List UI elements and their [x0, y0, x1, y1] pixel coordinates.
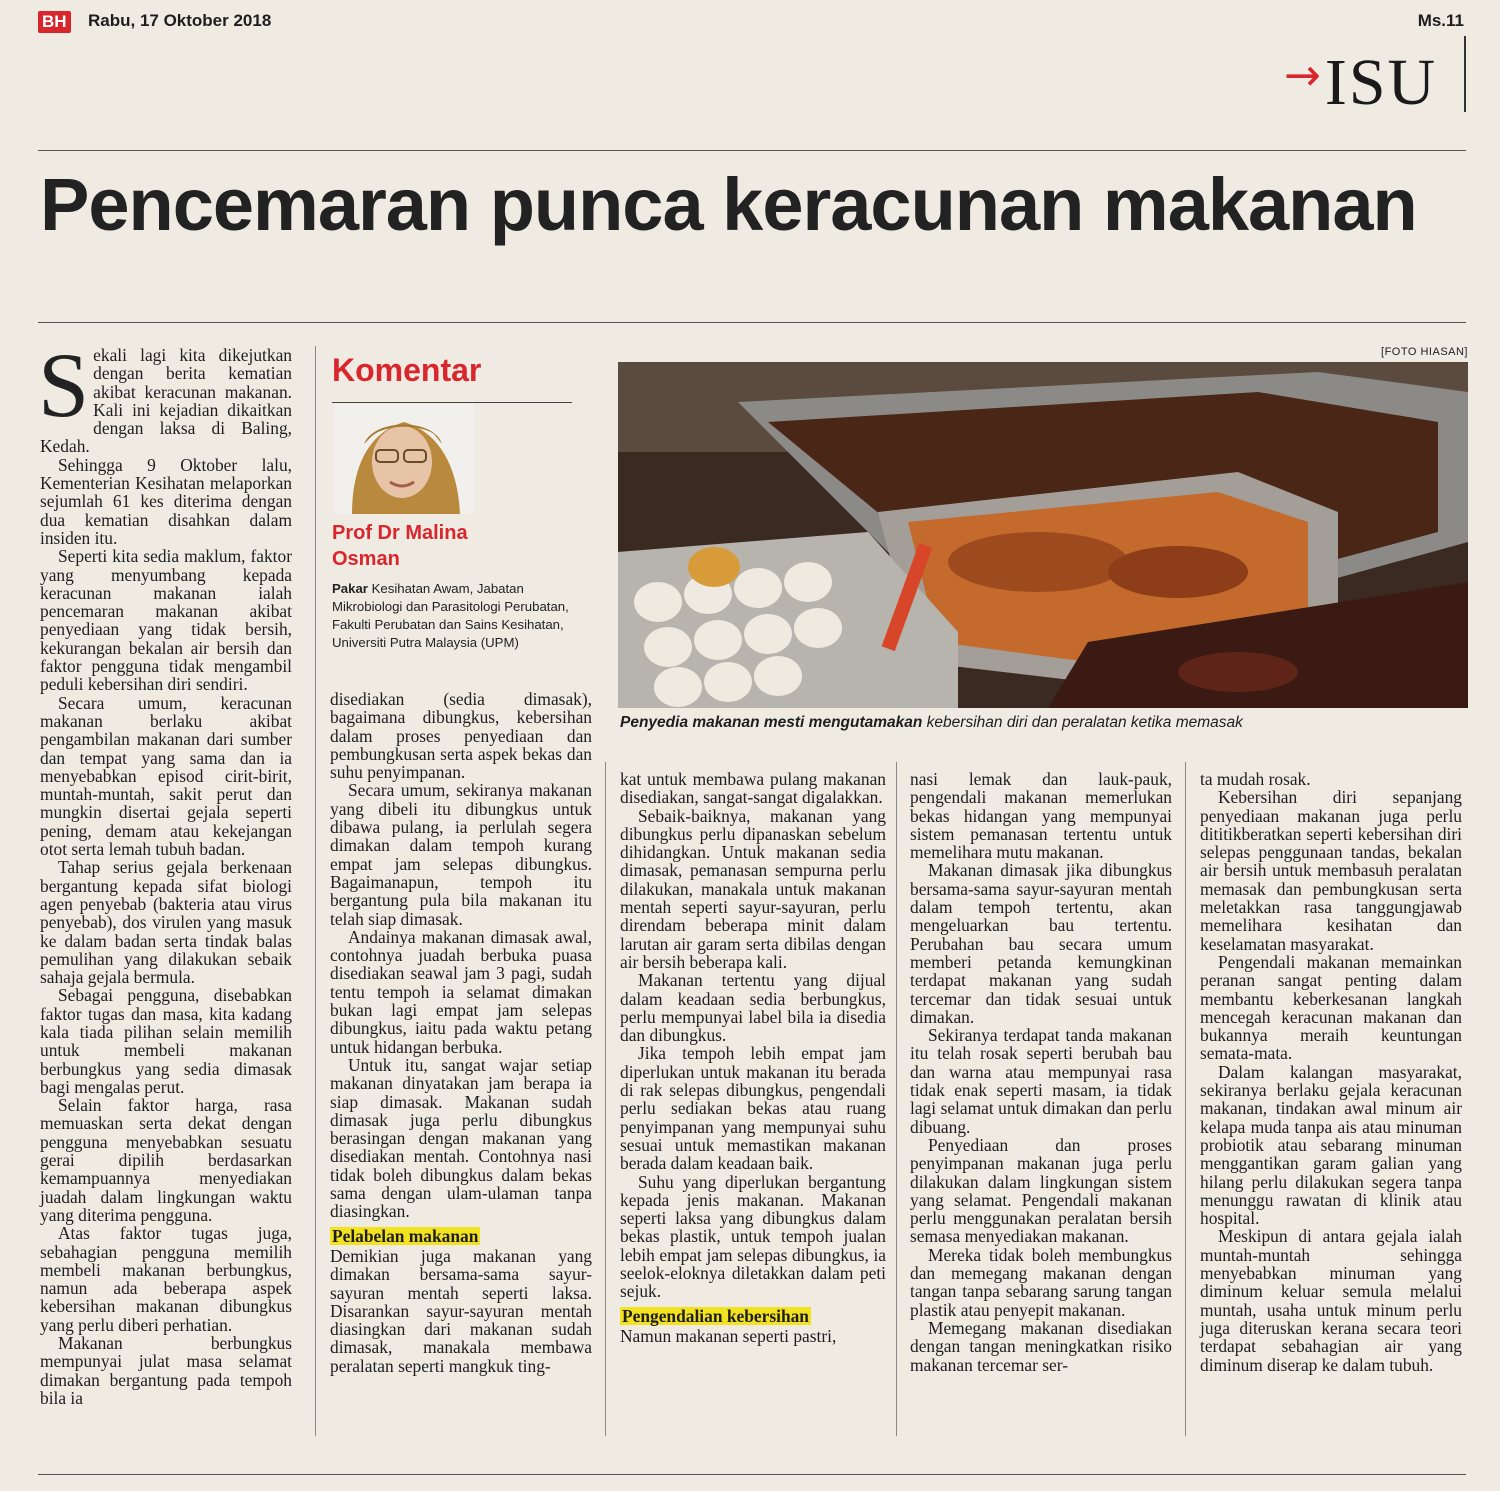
- newspaper-logo: BH: [38, 11, 71, 33]
- paragraph: Kebersihan diri sepanjang penyediaan makanan juga perlu dititikberatkan seperti kebersihan diri selepas penggunaan tandas, bekalan air bersih untuk membasuh peralatan memasak dan pembungkusan serta meletakkan rasa tanggungjawab memelihara kesihatan dan keselamatan masyarakat.: [1200, 787, 1462, 954]
- article-headline: Pencemaran punca keracunan makanan: [40, 163, 1417, 246]
- paragraph: Sebaik-baiknya, makanan yang dibungkus perlu dipanaskan sebelum dihidangkan. Untuk makanan sedia dimasak, pemanasan sempurna perlu dilakukan, manakala untuk makanan mentah seperti sayur-sayuran, perlu direndam beberapa minit dalam larutan air garam serta dibilas dengan air bersih beberapa kali.: [620, 805, 886, 972]
- paragraph: Seperti kita sedia maklum, faktor yang menyumbang kepada keracunan makanan ialah pencemaran makanan akibat penyediaan yang tidak bersih, kekurangan bekalan air bersih dan faktor pengguna tidak mengambil peduli kebersihan diri sendiri.: [40, 546, 292, 695]
- section-divider: [1464, 36, 1466, 112]
- section-label: [1284, 46, 1438, 119]
- paragraph: Secara umum, sekiranya makanan yang dibeli itu dibungkus untuk dibawa pulang, ia perlulah segera dimakan dalam tempoh kurang empat jam selepas dibungkus. Bagaimanapun, tempoh itu bergantung pula bila makanan itu telah siap dimasak.: [330, 780, 592, 929]
- column-divider: [605, 762, 606, 1436]
- paragraph: ta mudah rosak.: [1200, 769, 1311, 789]
- column-divider: [896, 762, 897, 1436]
- komentar-rule: [332, 402, 572, 403]
- article-column-5: [1200, 770, 1462, 1374]
- paragraph: ekali lagi kita dikejutkan dengan berita kematian akibat keracunan makanan. Kali ini kejadian dikaitkan dengan laksa di Baling, Kedah.: [40, 345, 292, 457]
- article-column-4: [910, 770, 1172, 1374]
- komentar-label: Komentar: [332, 352, 482, 388]
- paragraph: Selain faktor harga, rasa memuaskan serta dekat dengan pengguna menyebabkan sesuatu gerai dipilih berdasarkan kemampuannya menyediakan juadah dalam lingkungan waktu yang diterima pengguna.: [40, 1095, 292, 1225]
- paragraph: nasi lemak dan lauk-pauk, pengendali makanan memerlukan bekas hidangan yang mempunyai sistem pemanasan tertentu untuk memelihara mutu makanan.: [910, 769, 1172, 863]
- issue-date: Rabu, 17 Oktober 2018: [88, 11, 272, 30]
- paragraph: Makanan tertentu yang dijual dalam keadaan sedia berbungkus, perlu mempunyai label bila ia disedia dan dibungkus.: [620, 970, 886, 1046]
- food-tray-photo: [618, 362, 1468, 708]
- paragraph: Tahap serius gejala berkenaan bergantung kepada sifat biologi agen penyebab (bakteria atau virus penyebab), dos virulen yang masuk ke dalam badan serta tindak balas pemulihan yang dilakukan sebaik sahaja gejala bermula.: [40, 857, 292, 988]
- paragraph: Makanan dimasak jika dibungkus bersama-sama sayur-sayuran mentah dalam tempoh tertentu, akan mengeluarkan bau tertentu. Perubahan bau secara umum memberi petanda kemungkinan terdapat makanan yang sudah tercemar dan tidak sesuai untuk dimakan.: [910, 860, 1172, 1027]
- paragraph: Memegang makanan disediakan dengan tangan meningkatkan risiko makanan tercemar ser-: [910, 1317, 1172, 1375]
- paragraph: Mereka tidak boleh membungkus dan memegang makanan dengan tangan tanpa sebarang sarung tangan plastik atau penyepit makanan.: [910, 1244, 1172, 1320]
- photo-caption: Penyedia makanan mesti mengutamakan kebersihan diri dan peralatan ketika memasak: [620, 714, 1243, 731]
- author-portrait: [334, 404, 474, 514]
- section-name: ISU: [1324, 46, 1438, 119]
- paragraph: Suhu yang diperlukan bergantung kepada jenis makanan. Makanan seperti laksa yang dibungkus dalam bekas plastik, untuk tempoh jualan lebih empat jam selepas dibungkus, ia seelok-eloknya diletakkan dalam peti sejuk.: [620, 1171, 886, 1302]
- paragraph: Untuk itu, sangat wajar setiap makanan dinyatakan jam berapa ia siap dimasak. Makanan sudah dimasak juga perlu dibungkus berasingan dengan makanan yang disediakan mentah. Contohnya nasi tidak boleh dibungkus dalam bekas sama dengan ulam-ulaman tanpa diasingkan.: [330, 1054, 592, 1222]
- article-column-1: [38, 334, 292, 1408]
- photo-credit: [FOTO HIASAN]: [1381, 346, 1468, 358]
- paragraph: Sebagai pengguna, disebabkan faktor tugas dan masa, kita kadang kala tiada pilihan selain memilih untuk membeli makanan berbungkus yang sedia dimasak bagi mengalas perut.: [40, 985, 292, 1097]
- paragraph: Makanan berbungkus mempunyai julat masa selamat dimakan bergantung pada tempoh bila ia: [40, 1333, 292, 1408]
- paragraph: disediakan (sedia dimasak), bagaimana dibungkus, kebersihan dalam proses penyediaan dan pembungkusan serta aspek bekas dan suhu penyimpanan.: [330, 689, 592, 783]
- subheading-pengendalian: Pengendalian kebersihan: [622, 1305, 809, 1326]
- paragraph: Dalam kalangan masyarakat, sekiranya berlaku gejala keracunan makanan, tindakan awal minum air kelapa muda tanpa ais atau minuman probiotik atau sebarang minuman menggantikan garam galian yang hilang perlu dilakukan segera tanpa menunggu rawatan di klinik atau hospital.: [1200, 1061, 1462, 1229]
- header-rule: [38, 150, 1466, 151]
- paragraph: Jika tempoh lebih empat jam diperlukan untuk makanan itu berada di rak selepas dibungkus, pengendali perlu sediakan bekas atau ruang penyimpanan yang mempunyai suhu sesuai untuk memastikan makanan berada dalam keadaan baik.: [620, 1043, 886, 1174]
- article-column-2: [330, 690, 592, 1375]
- column-divider: [315, 346, 316, 1436]
- footer-rule: [38, 1474, 1466, 1475]
- article-column-3: [620, 770, 886, 1345]
- paragraph: Penyediaan dan proses penyimpanan makanan juga perlu dilakukan dalam lingkungan sistem yang selamat. Pengendali makanan perlu menggunakan peralatan bersih semasa menyediakan makanan.: [910, 1134, 1172, 1247]
- paragraph: Namun makanan seperti pastri,: [620, 1325, 837, 1346]
- subheading-pelabelan: Pelabelan makanan: [332, 1225, 479, 1246]
- page-number: Ms.11: [1417, 11, 1464, 30]
- paragraph: Andainya makanan dimasak awal, contohnya juadah berbuka puasa disediakan seawal jam 3 pagi, sudah tentu tempoh ia selamat dimakan bukan lagi empat jam selepas dibungkus, iaitu pada waktu petang untuk hidangan berbuka.: [330, 926, 592, 1057]
- paragraph: Atas faktor tugas juga, sebahagian pengguna memilih membeli makanan berbungkus, namun ada beberapa aspek kebersihan makanan dibungkus yang perlu diberi perhatian.: [40, 1223, 292, 1335]
- drop-cap: S: [38, 334, 90, 436]
- paragraph: Sekiranya terdapat tanda makanan itu telah rosak seperti berubah bau dan warna atau mempunyai rasa tidak enak seperti masam, ia tidak lagi selamat untuk dimakan dan perlu dibuang.: [910, 1025, 1172, 1137]
- column-divider: [1185, 762, 1186, 1436]
- paragraph: Meskipun di antara gejala ialah muntah-muntah sehingga menyebabkan minuman yang diminum keluar semula melalui muntah, usaha untuk minum perlu juga diteruskan kerana secara teori terdapat sebahagian air yang diminum diserap ke dalam tubuh.: [1200, 1226, 1462, 1375]
- paragraph: Demikian juga makanan yang dimakan bersama-sama sayur-sayuran mentah seperti laksa. Disarankan sayur-sayuran mentah diasingkan dari makanan sudah dimasak, manakala membawa peralatan seperti mangkuk ting-: [330, 1245, 592, 1376]
- paragraph: Sehingga 9 Oktober lalu, Kementerian Kesihatan melaporkan sejumlah 61 kes diterima dengan dua kematian disahkan dalam insiden itu.: [40, 454, 292, 548]
- headline-rule: [38, 322, 1466, 323]
- arrow-icon: →: [1284, 50, 1323, 101]
- author-description: Pakar Kesihatan Awam, Jabatan Mikrobiologi dan Parasitologi Perubatan, Fakulti Perubatan dan Sains Kesihatan, Universiti Putra Malaysia (UPM): [332, 581, 569, 650]
- paragraph: Pengendali makanan memainkan peranan sangat penting dalam membantu keberkesanan langkah mencegah keracunan makanan dan bukannya meraih keuntungan semata-mata.: [1200, 951, 1462, 1064]
- paragraph: kat untuk membawa pulang makanan disediakan, sangat-sangat digalakkan.: [620, 769, 886, 808]
- author-name: Prof Dr Malina Osman: [332, 522, 468, 570]
- paragraph: Secara umum, keracunan makanan berlaku akibat pengambilan makanan dari sumber dan tempat yang sama dan ia menyebabkan episod cirit-birit, muntah-muntah, sakit perut dan mungkin disertai gejala seperti pening, demam atau kekejangan otot serta lemah tubuh badan.: [40, 692, 292, 860]
